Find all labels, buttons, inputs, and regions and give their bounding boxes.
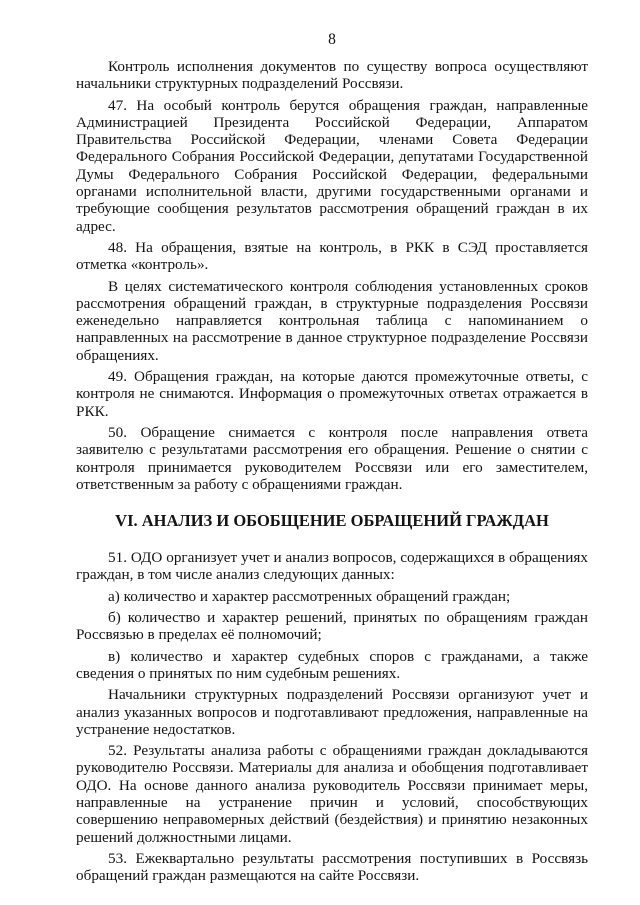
paragraph-49: 49. Обращения граждан, на которые даются промежуточные ответы, с контроля не снимаются. Информация о промежуточных ответах отражается в РКК. — [76, 368, 588, 420]
list-item-b: б) количество и характер решений, принятых по обращениям граждан Россвязью в пределах её полномочий; — [76, 609, 588, 644]
paragraph-48: 48. На обращения, взятые на контроль, в РКК в СЭД проставляется отметка «контроль». — [76, 238, 588, 274]
paragraph-47: 47. На особый контроль берутся обращения граждан, направленные Администрацией Президента Российской Федерации, Аппаратом Правительства Российской Федерации, членами Совета Федерации Федерального Собрания Российской Федерации, депутатами Государственной Думы Федерального Собрания Российской Федерации, федеральными органами исполнительной власти, другими государственными органами и требующие сообщения результатов рассмотрения обращений граждан в их адрес. — [76, 96, 588, 235]
body-after-heading — [76, 549, 588, 884]
paragraph-51: 51. ОДО организует учет и анализ вопросов, содержащихся в обращениях граждан, в том числе анализ следующих данных: — [76, 549, 588, 584]
page-number: 8 — [328, 31, 336, 48]
paragraph-52: 52. Результаты анализа работы с обращениями граждан докладываются руководителю Россвязи. Материалы для анализа и обобщения подготавливает ОДО. На основе данного анализа руководитель Россвязи принимает меры, направленные на устранение причин и условий, способствующих совершению неправомерных действий (бездействия) и принятию незаконных решений должностными лицами. — [76, 742, 588, 846]
list-item-a: а) количество и характер рассмотренных обращений граждан; — [108, 587, 511, 605]
list-item-c: в) количество и характер судебных споров с гражданами, а также сведения о принятых по ним судебным решениях. — [76, 647, 588, 682]
paragraph-systematic-control: В целях систематического контроля соблюдения установленных сроков рассмотрения обращений граждан, в структурные подразделения Россвязи еженедельно направляется контрольная таблица с напоминанием о направленных на рассмотрение в данное структурное подразделение Россвязи обращениях. — [76, 277, 588, 364]
paragraph-53: 53. Ежеквартально результаты рассмотрения поступивших в Россвязь обращений граждан размещаются на сайте Россвязи. — [76, 849, 588, 885]
section-heading: VI. АНАЛИЗ И ОБОБЩЕНИЕ ОБРАЩЕНИЙ ГРАЖДАН — [115, 511, 549, 531]
paragraph-50: 50. Обращение снимается с контроля после направления ответа заявителю с результатами рассмотрения его обращения. Решение о снятии с контроля принимается руководителем Россвязи или его заместителем, ответственным за работу с обращениями граждан. — [76, 423, 588, 493]
paragraph-department-heads: Начальники структурных подразделений Россвязи организуют учет и анализ указанных вопросов и подготавливают предложения, направленные на устранение недостатков. — [76, 686, 588, 738]
paragraph-control-execution: Контроль исполнения документов по существу вопроса осуществляют начальники структурных подразделений Россвязи. — [76, 58, 588, 93]
body-before-heading — [76, 58, 588, 493]
